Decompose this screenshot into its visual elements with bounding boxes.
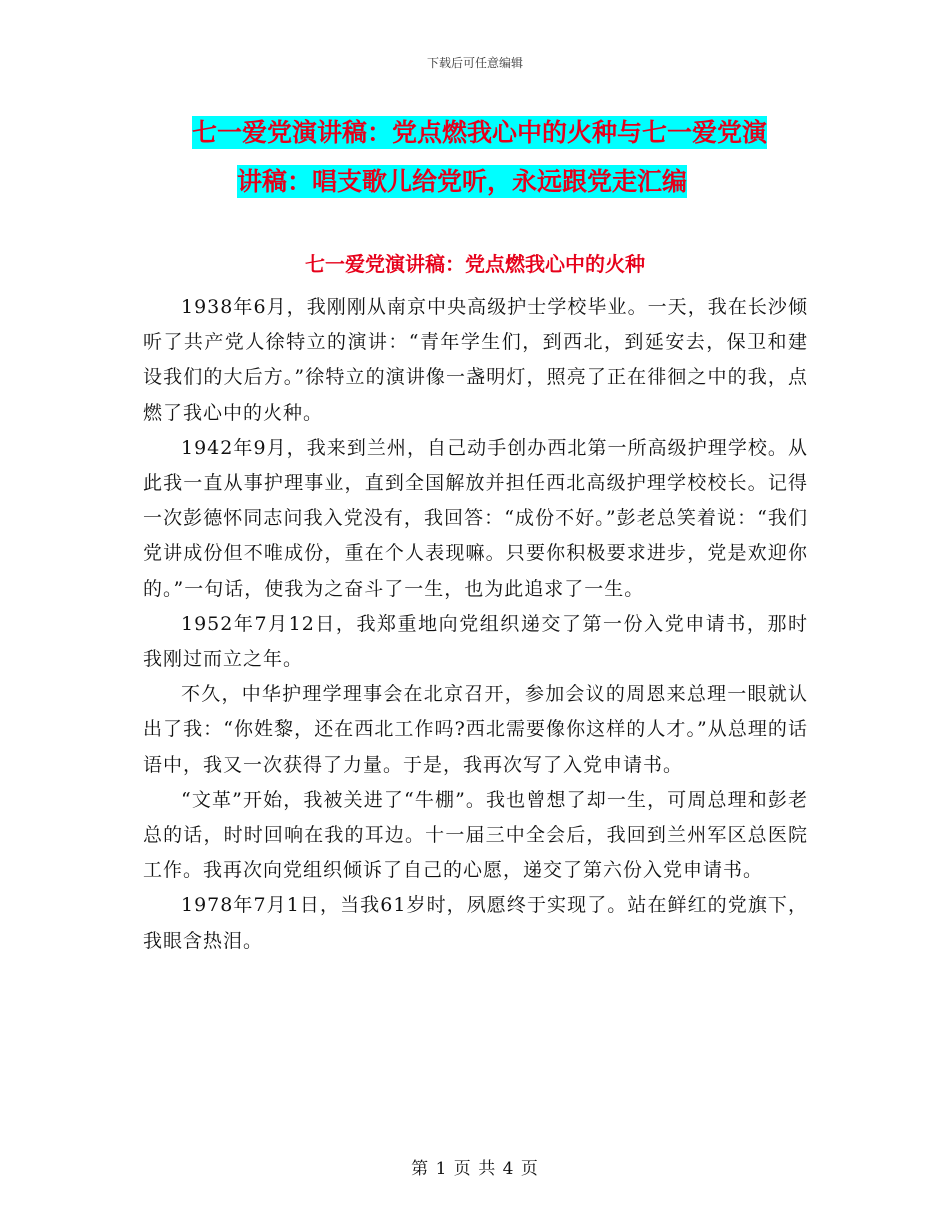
paragraph: 1952年7月12日，我郑重地向党组织递交了第一份入党申请书，那时我刚过而立之年。 [143,612,808,671]
paragraph: 不久，中华护理学理事会在北京召开，参加会议的周恩来总理一眼就认出了我：“你姓黎，还在西北工作吗?西北需要像你这样的人才。”从总理的话语中，我又一次获得了力量。于是，我再次写了入党申请书。 [143,683,808,776]
title-line-2 [150,157,810,206]
body-text [143,290,808,959]
title-line-1 [150,108,810,157]
paragraph: 1942年9月，我来到兰州，自己动手创办西北第一所高级护理学校。从此我一直从事护理事业，直到全国解放并担任西北高级护理学校校长。记得一次彭德怀同志问我入党没有，我回答：“成份不好。”彭老总笑着说：“我们党讲成份但不唯成份，重在个人表现嘛。只要你积极要求进步，党是欢迎你的。”一句话，使我为之奋斗了一生，也为此追求了一生。 [143,436,808,600]
header-note: 下载后可任意编辑 [426,56,523,70]
document-title [150,108,810,206]
title-line-2-text: 讲稿：唱支歌儿给党听，永远跟党走汇编 [237,167,688,196]
page-number-footer: 第 1 页 共 4 页 [411,1159,539,1179]
paragraph: 1938年6月，我刚刚从南京中央高级护士学校毕业。一天，我在长沙倾听了共产党人徐特立的演讲：“青年学生们，到西北，到延安去，保卫和建设我们的大后方。”徐特立的演讲像一盏明灯，照亮了正在徘徊之中的我，点燃了我心中的火种。 [143,296,808,424]
title-line-1-text: 七一爱党演讲稿：党点燃我心中的火种与七一爱党演 [192,118,768,147]
paragraph: “文革”开始，我被关进了“牛棚”。我也曾想了却一生，可周总理和彭老总的话，时时回响在我的耳边。十一届三中全会后，我回到兰州军区总医院工作。我再次向党组织倾诉了自己的心愿，递交了第六份入党申请书。 [143,788,808,882]
paragraph: 1978年7月1日，当我61岁时，夙愿终于实现了。站在鲜红的党旗下，我眼含热泪。 [143,894,808,952]
section-title: 七一爱党演讲稿：党点燃我心中的火种 [305,252,645,276]
